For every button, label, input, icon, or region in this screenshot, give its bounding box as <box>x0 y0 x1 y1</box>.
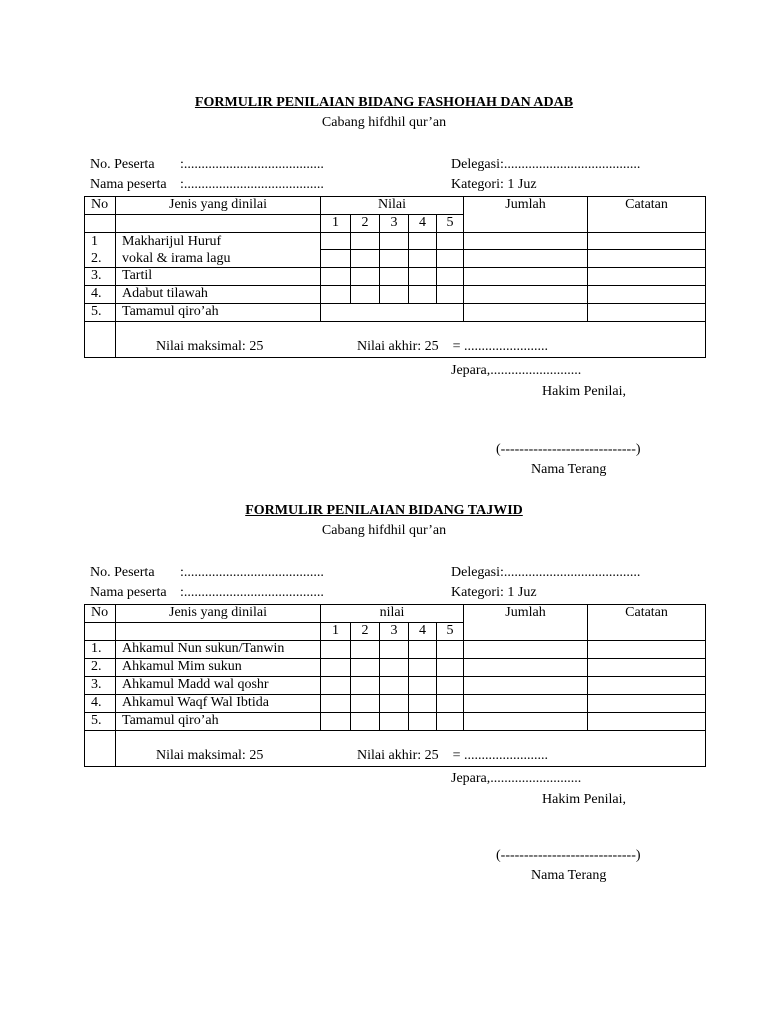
score-cell[interactable] <box>380 713 409 731</box>
header-nilai: nilai <box>321 605 464 623</box>
header-no-sub <box>85 623 116 641</box>
form2-kategori: Kategori: 1 Juz <box>451 585 537 600</box>
score-cell[interactable] <box>437 695 464 713</box>
summary-no-cell <box>85 322 116 358</box>
table-row-no: 5. <box>85 304 116 322</box>
score-cell[interactable] <box>321 695 351 713</box>
score-cell[interactable] <box>409 268 437 286</box>
score-cell[interactable] <box>351 641 380 659</box>
table-row-item: Tamamul qiro’ah <box>116 713 321 731</box>
score-cell[interactable] <box>437 233 464 268</box>
form1-subtitle: Cabang hifdhil qur’an <box>321 115 447 130</box>
header-catatan: Catatan <box>588 197 706 233</box>
table-row-no: 5. <box>85 713 116 731</box>
score-col-2: 2 <box>351 215 380 233</box>
table-row-item: Ahkamul Nun sukun/Tanwin <box>116 641 321 659</box>
header-jenis: Jenis yang dinilai <box>116 605 321 623</box>
score-cell[interactable] <box>380 641 409 659</box>
score-cell[interactable] <box>437 641 464 659</box>
score-cell[interactable] <box>437 286 464 304</box>
score-cell[interactable] <box>409 695 437 713</box>
score-col-2: 2 <box>351 623 380 641</box>
score-cell[interactable] <box>437 659 464 677</box>
jumlah-cell[interactable] <box>464 286 588 304</box>
catatan-cell[interactable] <box>588 304 706 322</box>
jumlah-cell[interactable] <box>464 641 588 659</box>
form1-no-peserta-value[interactable]: :........................................ <box>180 157 324 172</box>
score-col-4: 4 <box>409 215 437 233</box>
score-cell[interactable] <box>321 713 351 731</box>
form2-title: FORMULIR PENILAIAN BIDANG TAJWID <box>245 503 523 518</box>
catatan-cell[interactable] <box>588 713 706 731</box>
catatan-cell[interactable] <box>588 233 706 268</box>
score-col-3: 3 <box>380 623 409 641</box>
score-col-3: 3 <box>380 215 409 233</box>
form2-delegasi[interactable]: Delegasi:....................................... <box>451 565 641 580</box>
form2-hakim: Hakim Penilai, <box>542 792 626 807</box>
score-cell[interactable] <box>409 641 437 659</box>
score-cell[interactable] <box>351 268 380 286</box>
jumlah-cell[interactable] <box>464 233 588 268</box>
form1-nilai-akhir[interactable]: Nilai akhir: 25 = ........................ <box>357 339 549 354</box>
score-cell[interactable] <box>380 286 409 304</box>
table-row-item: Ahkamul Mim sukun <box>116 659 321 677</box>
score-cell[interactable] <box>321 268 351 286</box>
score-cell[interactable] <box>321 233 351 268</box>
header-jumlah: Jumlah <box>464 605 588 641</box>
score-cell[interactable] <box>380 677 409 695</box>
table-row-item: Tamamul qiro’ah <box>116 304 321 322</box>
score-cell[interactable] <box>351 695 380 713</box>
table-row-item: Ahkamul Waqf Wal Ibtida <box>116 695 321 713</box>
jumlah-cell[interactable] <box>464 695 588 713</box>
header-no: No <box>85 197 116 215</box>
form2-nama-value[interactable]: :........................................ <box>180 585 324 600</box>
score-col-1: 1 <box>321 215 351 233</box>
jumlah-cell[interactable] <box>464 659 588 677</box>
score-cell[interactable] <box>380 659 409 677</box>
form2-signature[interactable]: (-----------------------------) <box>496 848 641 863</box>
form1-hakim: Hakim Penilai, <box>542 384 626 399</box>
form2-subtitle: Cabang hifdhil qur’an <box>321 523 447 538</box>
form1-score-table <box>84 196 706 358</box>
form2-jepara[interactable]: Jepara,.......................... <box>451 771 582 786</box>
form2-nilai-maksimal: Nilai maksimal: 25 <box>156 748 264 763</box>
score-cell[interactable] <box>437 713 464 731</box>
jumlah-cell[interactable] <box>464 713 588 731</box>
form1-nama-terang: Nama Terang <box>531 462 607 477</box>
form2-no-peserta-value[interactable]: :........................................ <box>180 565 324 580</box>
form1-nama-value[interactable]: :........................................ <box>180 177 324 192</box>
header-catatan: Catatan <box>588 605 706 641</box>
score-cell[interactable] <box>380 233 409 268</box>
jumlah-cell[interactable] <box>464 677 588 695</box>
score-cell[interactable] <box>437 677 464 695</box>
score-cell[interactable] <box>351 286 380 304</box>
score-col-5: 5 <box>437 215 464 233</box>
catatan-cell[interactable] <box>588 641 706 659</box>
score-cell[interactable] <box>409 233 437 268</box>
form1-jepara[interactable]: Jepara,.......................... <box>451 363 582 378</box>
form1-nama-label: Nama peserta <box>90 177 167 192</box>
score-cell[interactable] <box>321 286 351 304</box>
form1-title: FORMULIR PENILAIAN BIDANG FASHOHAH DAN ADAB <box>194 95 574 110</box>
score-cell[interactable] <box>351 233 380 268</box>
header-jumlah: Jumlah <box>464 197 588 233</box>
header-no: No <box>85 605 116 623</box>
score-cell[interactable] <box>321 659 351 677</box>
form1-delegasi[interactable]: Delegasi:....................................... <box>451 157 641 172</box>
table-row-item: Tartil <box>116 268 321 286</box>
table-row-no: 1. <box>85 641 116 659</box>
form1-no-peserta-label: No. Peserta <box>90 157 155 172</box>
score-cell[interactable] <box>409 677 437 695</box>
form1-nilai-maksimal: Nilai maksimal: 25 <box>156 339 264 354</box>
score-cell[interactable] <box>351 677 380 695</box>
score-cell[interactable] <box>437 268 464 286</box>
form1-signature[interactable]: (-----------------------------) <box>496 442 641 457</box>
score-cell[interactable] <box>321 641 351 659</box>
header-jenis-sub <box>116 623 321 641</box>
score-cell[interactable] <box>409 713 437 731</box>
summary-cell <box>116 731 706 767</box>
catatan-cell[interactable] <box>588 695 706 713</box>
form2-no-peserta-label: No. Peserta <box>90 565 155 580</box>
summary-cell <box>116 322 706 358</box>
catatan-cell[interactable] <box>588 268 706 286</box>
score-cell[interactable] <box>380 695 409 713</box>
table-row-no: 4. <box>85 286 116 304</box>
table-row-no: 2. <box>85 659 116 677</box>
table-row-no: 1 2. <box>85 233 116 268</box>
score-cell[interactable] <box>380 268 409 286</box>
summary-no-cell <box>85 731 116 767</box>
form1-kategori: Kategori: 1 Juz <box>451 177 537 192</box>
table-row-no: 3. <box>85 677 116 695</box>
table-row-item: Ahkamul Madd wal qoshr <box>116 677 321 695</box>
score-cell[interactable] <box>351 659 380 677</box>
score-cell[interactable] <box>409 659 437 677</box>
table-row-no: 3. <box>85 268 116 286</box>
table-row-item: Makharijul Huruf vokal & irama lagu <box>116 233 321 268</box>
form2-nama-terang: Nama Terang <box>531 868 607 883</box>
jumlah-cell[interactable] <box>464 304 588 322</box>
header-jenis: Jenis yang dinilai <box>116 197 321 215</box>
form2-nama-label: Nama peserta <box>90 585 167 600</box>
jumlah-cell[interactable] <box>464 268 588 286</box>
score-cell[interactable] <box>409 286 437 304</box>
header-no-sub <box>85 215 116 233</box>
score-cell-merged[interactable] <box>321 304 464 322</box>
score-col-4: 4 <box>409 623 437 641</box>
score-col-5: 5 <box>437 623 464 641</box>
catatan-cell[interactable] <box>588 286 706 304</box>
form2-score-table <box>84 604 706 767</box>
table-row-item: Adabut tilawah <box>116 286 321 304</box>
catatan-cell[interactable] <box>588 677 706 695</box>
score-cell[interactable] <box>321 677 351 695</box>
score-col-1: 1 <box>321 623 351 641</box>
form2-nilai-akhir[interactable]: Nilai akhir: 25 = ........................ <box>357 748 549 763</box>
score-cell[interactable] <box>351 713 380 731</box>
header-nilai: Nilai <box>321 197 464 215</box>
catatan-cell[interactable] <box>588 659 706 677</box>
header-jenis-sub <box>116 215 321 233</box>
table-row-no: 4. <box>85 695 116 713</box>
